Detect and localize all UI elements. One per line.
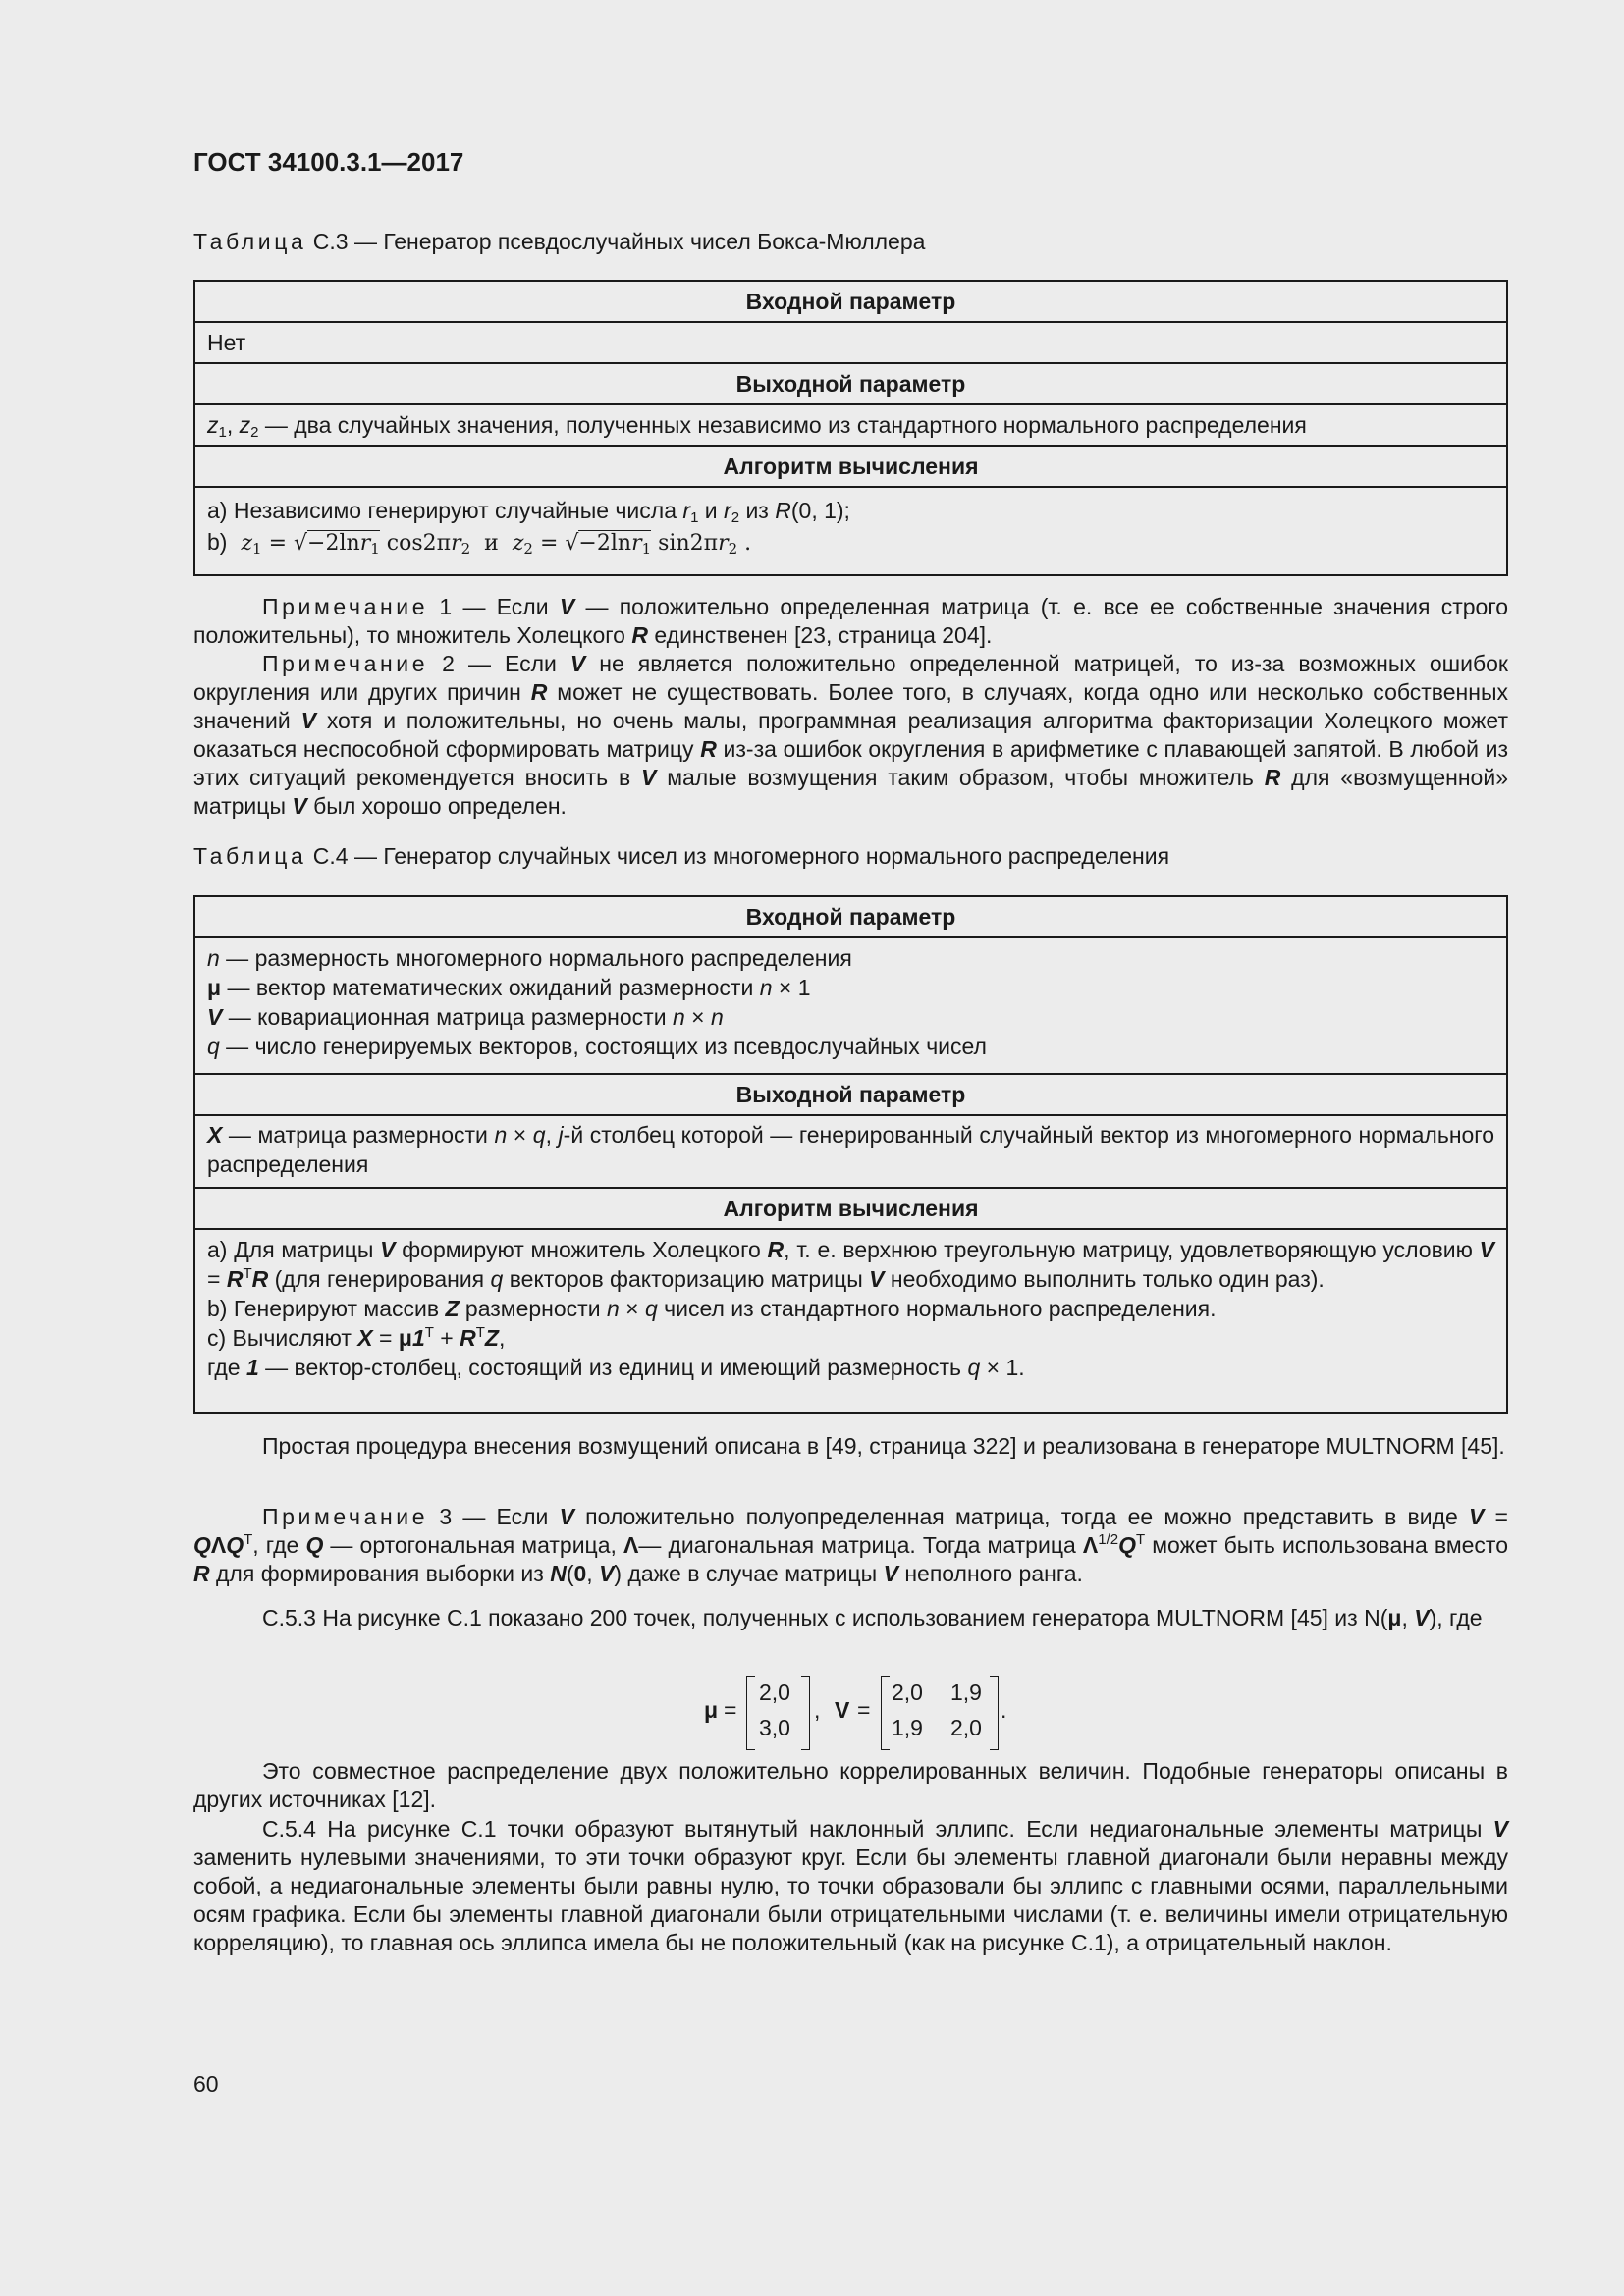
document-header: ГОСТ 34100.3.1—2017 — [193, 147, 464, 177]
table-cell: Нет — [194, 322, 1507, 363]
matrix-cell: 2,0 — [892, 1680, 923, 1705]
section-c54: С.5.4 На рисунке С.1 точки образуют вытянутый наклонный эллипс. Если недиагональные элементы матрицы V заменить нулевыми значениями, то эти точки образуют круг. Если бы элементы главной диагонали были неравны между собой, а недиагональные элементы были равны нулю, то точки образовали бы эллипс с главными осями, параллельными осям графика. Если бы элементы главной диагонали были отрицательными числами (т. е. величины имели отрицательную корреляцию), то главная ось эллипса имела бы не положительный (как на рисунке С.1), а отрицательный наклон. — [193, 1816, 1508, 1955]
table-c4-caption: Таблица С.4 — Генератор случайных чисел из многомерного нормального распределения — [193, 843, 1170, 869]
box-muller-formula: b) $z_1 = √-2\ln r_1$ $\cos 2\pi r_2$ и $z_2 = √-2\ln r_1$ $\sin 2\pi r_2$ . — [207, 529, 752, 558]
table-cell: a) Для матрицы V формируют множитель Холецкого R, т. е. верхнюю треугольную матрицу, удовлетворяющую условию $V = R^TR$ (для генерирования q векторов факторизацию матрицы V необходимо выполнить только один раз). b) Генерируют массив Z размерности n × q чисел из стандартного нормального распределения. c) Вычисляют $X = \mu 1^T + R^TZ$, где 1 — вектор-столбец, состоящий из единиц и имеющий размерность q × 1. — [194, 1229, 1507, 1413]
paragraph-joint-distribution: Это совместное распределение двух положительно коррелированных величин. Подобные генераторы описаны в других источниках [12]. — [193, 1758, 1508, 1812]
matrix-cell: 2,0 — [759, 1680, 790, 1705]
section-c53: С.5.3 На рисунке С.1 показано 200 точек, полученных с использованием генератора MULTNORM [45] из N(μ, V), где — [262, 1605, 1483, 1630]
paragraph-multnorm: Простая процедура внесения возмущений описана в [49, страница 322] и реализована в генераторе MULTNORM [45]. — [262, 1433, 1505, 1459]
table-header: Входной параметр — [194, 896, 1507, 937]
table-header: Алгоритм вычисления — [194, 1188, 1507, 1229]
matrix-cell: 3,0 — [759, 1715, 790, 1740]
table-header: Алгоритм вычисления — [194, 446, 1507, 487]
matrix-cell: 2,0 — [950, 1715, 982, 1740]
bracket-left — [881, 1676, 890, 1750]
table-cell: $z_1$, $z_2$ — два случайных значения, полученных независимо из стандартного нормального распределения — [194, 404, 1507, 446]
matrix-cell: 1,9 — [950, 1680, 982, 1705]
mu-symbol: μ — [704, 1697, 719, 1723]
table-header: Входной параметр — [194, 281, 1507, 322]
table-header: Выходной параметр — [194, 363, 1507, 404]
algo-step-a: a) Независимо генерируют случайные числа $r_1$ и $r_2$ из R(0, 1); — [207, 498, 850, 526]
page-number: 60 — [193, 2071, 219, 2097]
table-cell — [194, 487, 1507, 575]
bracket-right — [990, 1676, 999, 1750]
note-3: Примечание 3 — Если V положительно полуопределенная матрица, тогда ее можно представить в виде $V = Q\Lambda Q^T$, где Q — ортогональная матрица, Λ— диагональная матрица. Тогда матрица $\Lambda^{1/2}Q^T$ может быть использована вместо R для формирования выборки из N(0, V) даже в случае матрицы V неполного ранга. — [193, 1504, 1508, 1586]
table-header: Выходной параметр — [194, 1074, 1507, 1115]
note-2: Примечание 2 — Если V не является положительно определенной матрицей, то из-за возможных ошибок округления или других причин R может не существовать. Более того, в случаях, когда одно или несколько собственных значений V хотя и положительны, но очень малы, программная реализация алгоритма факторизации Холецкого может оказаться неспособной сформировать матрицу R из-за ошибок округления в арифметике с плавающей запятой. В любой из этих ситуаций рекомендуется вносить в V малые возмущения таким образом, чтобы множитель R для «возмущенной» матрицы V был хорошо определен. — [193, 651, 1508, 819]
table-cell: X — матрица размерности n × q, j-й столбец которой — генерированный случайный вектор из многомерного нормального распределения — [194, 1115, 1507, 1188]
v-symbol: V — [835, 1697, 850, 1723]
table-c3-caption: Таблица С.3 — Генератор псевдослучайных чисел Бокса-Мюллера — [193, 229, 926, 254]
bracket-left — [746, 1676, 755, 1750]
table-c4 — [193, 895, 1508, 1414]
matrix-cell: 1,9 — [892, 1715, 923, 1740]
bracket-right — [801, 1676, 810, 1750]
note-1: Примечание 1 — Если V — положительно определенная матрица (т. е. все ее собственные значения строго положительны), то множитель Холецкого R единственен [23, страница 204]. — [193, 594, 1508, 648]
table-cell: n — размерность многомерного нормального распределения μ — вектор математических ожиданий размерности n × 1 V — ковариационная матрица размерности n × n q — число генерируемых векторов, состоящих из псевдослучайных чисел — [194, 937, 1507, 1074]
table-c3 — [193, 280, 1508, 576]
